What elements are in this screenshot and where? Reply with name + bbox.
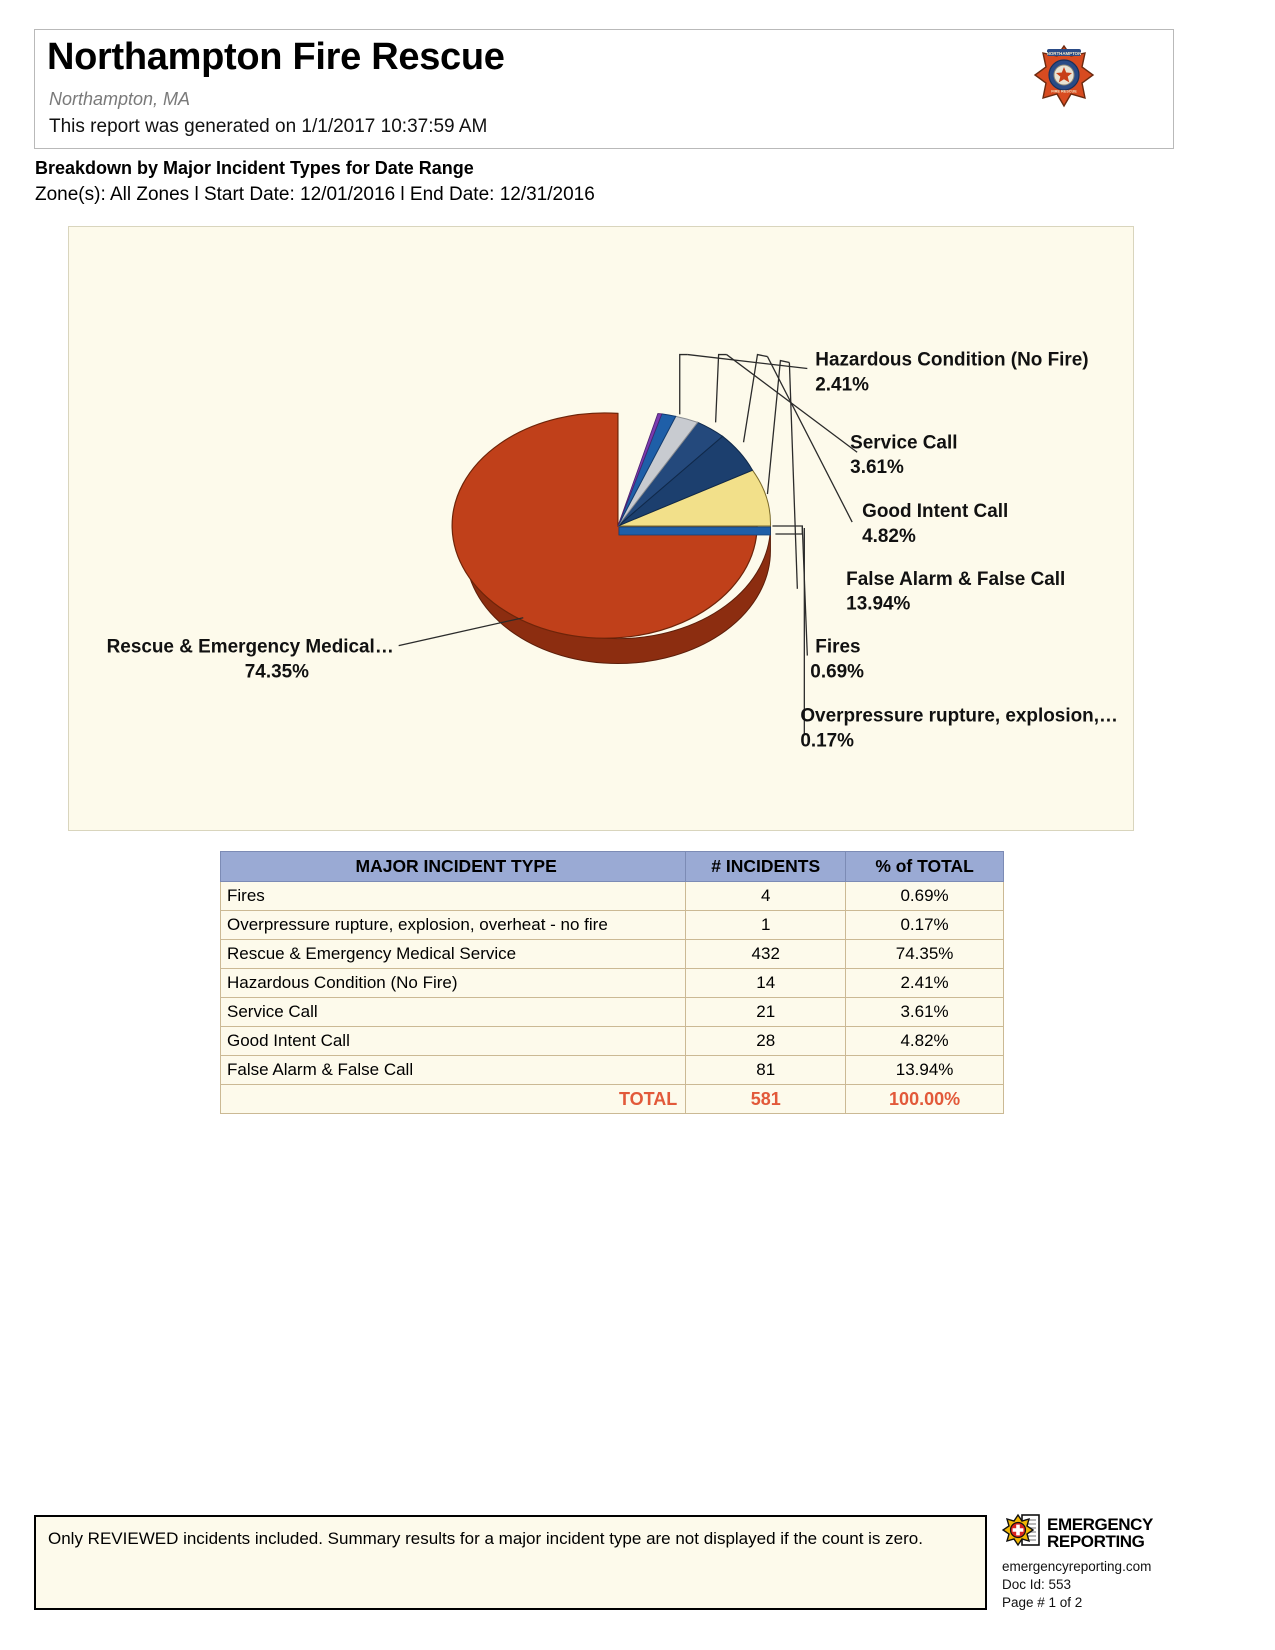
cell-incident-count: 14: [686, 969, 846, 998]
pie-label-good-intent-call: Good Intent Call: [862, 501, 1009, 523]
pie-label-service-call: Service Call: [850, 432, 958, 454]
column-header-incidents: # INCIDENTS: [686, 852, 846, 882]
pie-label-overpressure: Overpressure rupture, explosion,…: [800, 705, 1118, 727]
cell-incident-pct: 4.82%: [846, 1027, 1004, 1056]
cell-incident-count: 81: [686, 1056, 846, 1085]
table-row: [221, 882, 1004, 911]
pie-chart-panel: [68, 226, 1134, 831]
table-header-row: [221, 852, 1004, 882]
table-body: [221, 882, 1004, 1114]
emergency-reporting-wordmark: [1047, 1516, 1153, 1550]
table-row: [221, 1056, 1004, 1085]
pie-body: [452, 413, 770, 664]
cell-incident-pct: 0.17%: [846, 911, 1004, 940]
pie-value-hazardous-condition: 2.41%: [815, 374, 869, 396]
svg-text:FIRE RESCUE: FIRE RESCUE: [1051, 89, 1077, 94]
cell-incident-pct: 3.61%: [846, 998, 1004, 1027]
brand-line-1: EMERGENCY: [1047, 1514, 1153, 1534]
incident-summary-table: [220, 851, 1004, 1114]
cell-incident-count: 432: [686, 940, 846, 969]
column-header-percent: % of TOTAL: [846, 852, 1004, 882]
report-filter-summary: Zone(s): All Zones l Start Date: 12/01/2016 l End Date: 12/31/2016: [35, 184, 595, 205]
report-section-title: Breakdown by Major Incident Types for Date Range: [35, 158, 474, 178]
pie-chart: [69, 227, 1133, 830]
slice-false-alarm-front-edge: [619, 527, 770, 535]
cell-incident-type: Good Intent Call: [221, 1027, 686, 1056]
report-header-box: [34, 29, 1174, 149]
cell-incident-count: 1: [686, 911, 846, 940]
pie-label-hazardous-condition: Hazardous Condition (No Fire): [815, 349, 1089, 371]
column-header-incident-type: MAJOR INCIDENT TYPE: [221, 852, 686, 882]
table-row: [221, 969, 1004, 998]
cell-incident-type: Service Call: [221, 998, 686, 1027]
footer-doc-id: Doc Id: 553: [1002, 1577, 1072, 1592]
department-city: Northampton, MA: [49, 89, 191, 109]
cell-incident-pct: 0.69%: [846, 882, 1004, 911]
cell-incident-count: 4: [686, 882, 846, 911]
svg-text:NORTHAMPTON: NORTHAMPTON: [1046, 50, 1082, 56]
brand-line-2: REPORTING: [1047, 1531, 1145, 1551]
cell-incident-count: 28: [686, 1027, 846, 1056]
report-generated-timestamp: This report was generated on 1/1/2017 10:37:59 AM: [49, 116, 488, 137]
total-count: 581: [686, 1085, 846, 1114]
cell-incident-pct: 13.94%: [846, 1056, 1004, 1085]
table-total-row: [221, 1085, 1004, 1114]
pie-label-fires: Fires: [815, 636, 861, 658]
page-title: Northampton Fire Rescue: [47, 36, 505, 78]
footer-website: emergencyreporting.com: [1002, 1559, 1152, 1574]
cell-incident-pct: 2.41%: [846, 969, 1004, 998]
pie-label-rescue-emergency-medical: Rescue & Emergency Medical…: [106, 636, 394, 658]
cell-incident-type: Overpressure rupture, explosion, overheat - no fire: [221, 911, 686, 940]
table-row: [221, 1027, 1004, 1056]
pie-label-false-alarm-false-call: False Alarm & False Call: [846, 568, 1066, 590]
total-label: TOTAL: [221, 1085, 686, 1114]
total-pct: 100.00%: [846, 1085, 1004, 1114]
pie-value-service-call: 3.61%: [850, 457, 904, 479]
table-row: [221, 940, 1004, 969]
cell-incident-pct: 74.35%: [846, 940, 1004, 969]
cell-incident-count: 21: [686, 998, 846, 1027]
maltese-cross-document-icon: [1002, 1512, 1042, 1553]
pie-value-good-intent-call: 4.82%: [862, 525, 916, 547]
cell-incident-type: Fires: [221, 882, 686, 911]
emergency-reporting-branding: [1002, 1512, 1192, 1612]
fire-department-badge-icon: [1033, 44, 1095, 114]
pie-value-fires: 0.69%: [810, 661, 864, 683]
cell-incident-type: Hazardous Condition (No Fire): [221, 969, 686, 998]
footer-note-box: [34, 1515, 987, 1610]
footer-note-text: Only REVIEWED incidents included. Summary results for a major incident type are not displayed if the count is zero.: [48, 1529, 923, 1548]
footer-page-number: Page # 1 of 2: [1002, 1595, 1083, 1610]
cell-incident-type: Rescue & Emergency Medical Service: [221, 940, 686, 969]
pie-value-overpressure: 0.17%: [800, 730, 854, 752]
table-row: [221, 911, 1004, 940]
pie-value-rescue-emergency-medical: 74.35%: [244, 661, 309, 683]
pie-value-false-alarm-false-call: 13.94%: [846, 593, 911, 615]
table-row: [221, 998, 1004, 1027]
cell-incident-type: False Alarm & False Call: [221, 1056, 686, 1085]
